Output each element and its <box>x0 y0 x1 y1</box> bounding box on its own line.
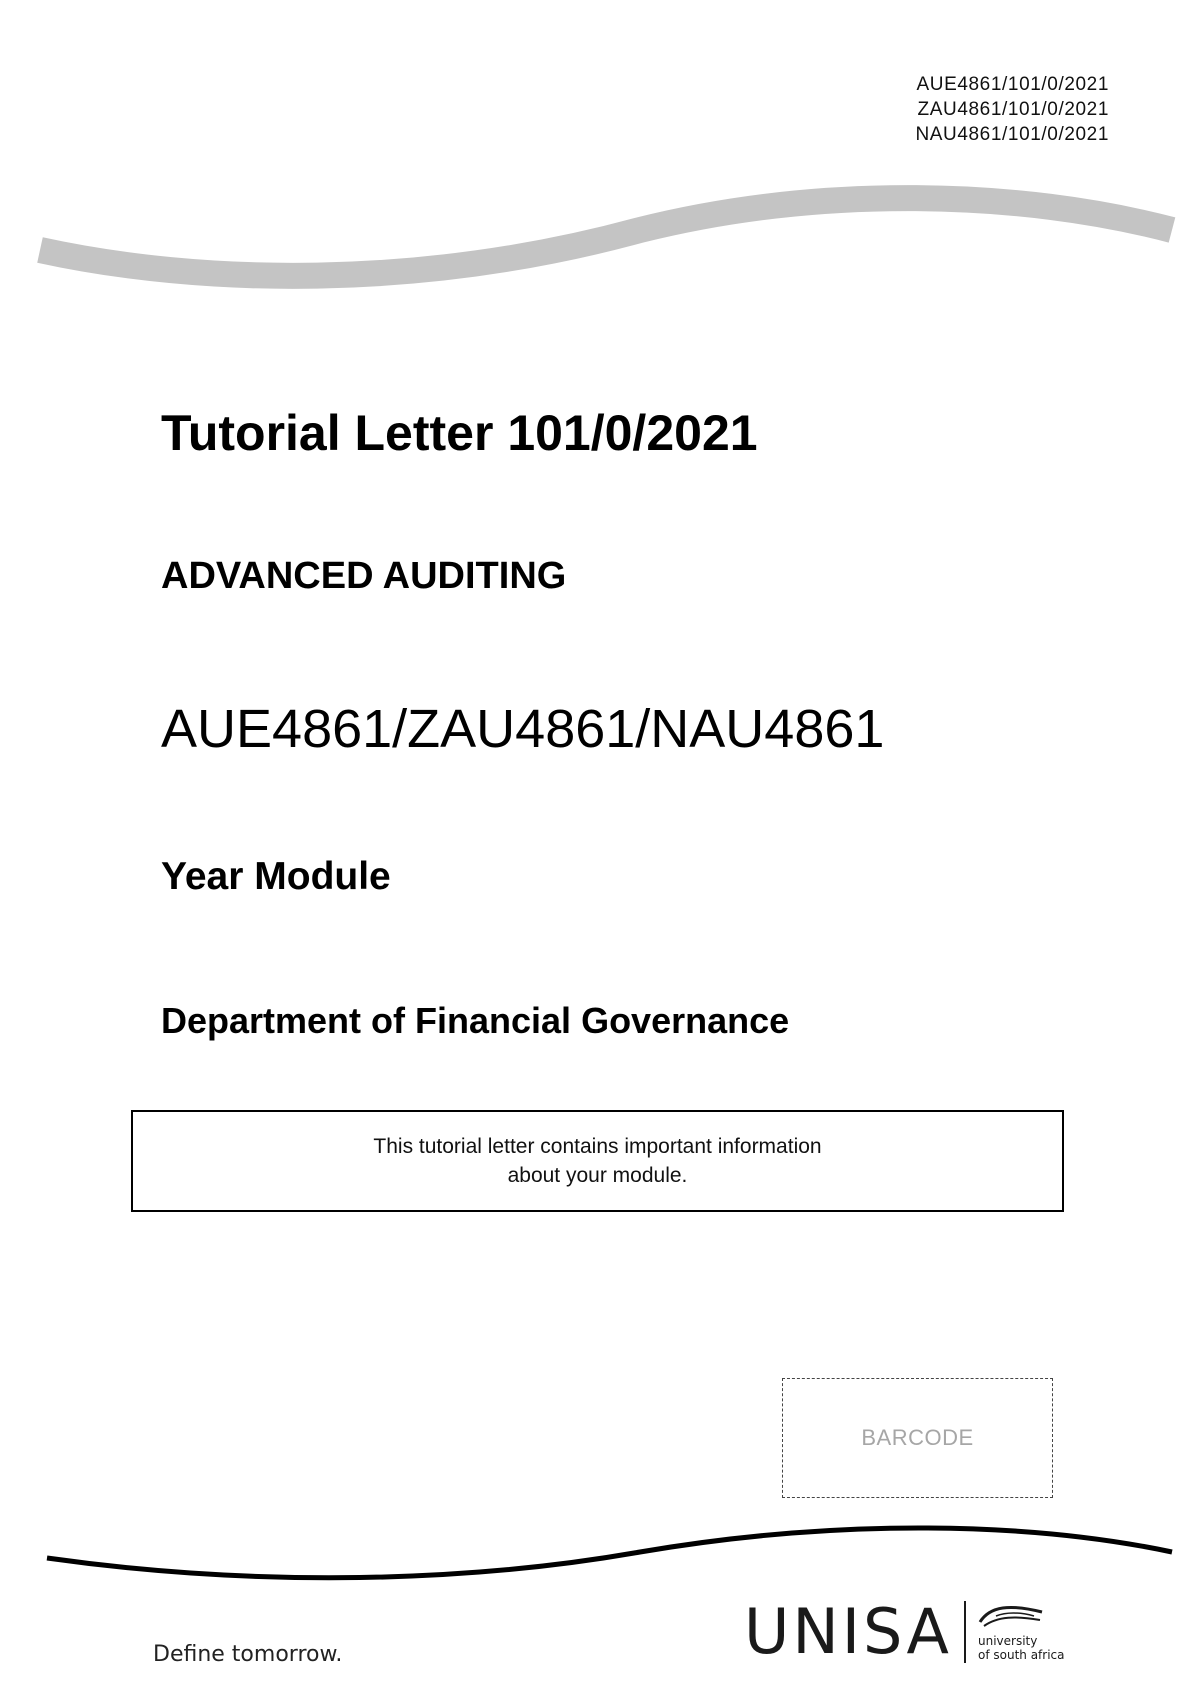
logo-subtext <box>978 1634 1065 1662</box>
module-code-nau: NAU4861/101/0/2021 <box>915 124 1109 145</box>
info-notice-line-2: about your module. <box>507 1164 688 1187</box>
logo-subtext-line-1: university <box>978 1634 1038 1648</box>
logo-wordmark: UNISA <box>744 1595 952 1668</box>
module-code-aue: AUE4861/101/0/2021 <box>916 74 1109 95</box>
top-wave-decoration <box>0 180 1200 300</box>
tagline: Define tomorrow. <box>153 1642 343 1667</box>
bottom-wave-decoration <box>0 1510 1200 1590</box>
module-type: Year Module <box>161 855 391 898</box>
tutorial-letter-title: Tutorial Letter 101/0/2021 <box>161 405 758 461</box>
module-code-list <box>915 72 1109 147</box>
barcode-label: BARCODE <box>861 1425 974 1450</box>
logo-emblem-icon <box>976 1602 1046 1630</box>
barcode-placeholder <box>782 1378 1053 1498</box>
info-notice-box <box>131 1110 1064 1212</box>
department-name: Department of Financial Governance <box>161 1000 790 1041</box>
unisa-logo <box>744 1595 1074 1668</box>
course-codes: AUE4861/ZAU4861/NAU4861 <box>161 699 885 759</box>
info-notice-line-1: This tutorial letter contains important information <box>373 1135 822 1158</box>
info-notice-text <box>318 1132 878 1190</box>
module-code-zau: ZAU4861/101/0/2021 <box>917 99 1109 120</box>
logo-subtext-line-2: of south africa <box>978 1648 1065 1662</box>
course-name: ADVANCED AUDITING <box>161 555 567 597</box>
logo-divider <box>964 1601 966 1663</box>
